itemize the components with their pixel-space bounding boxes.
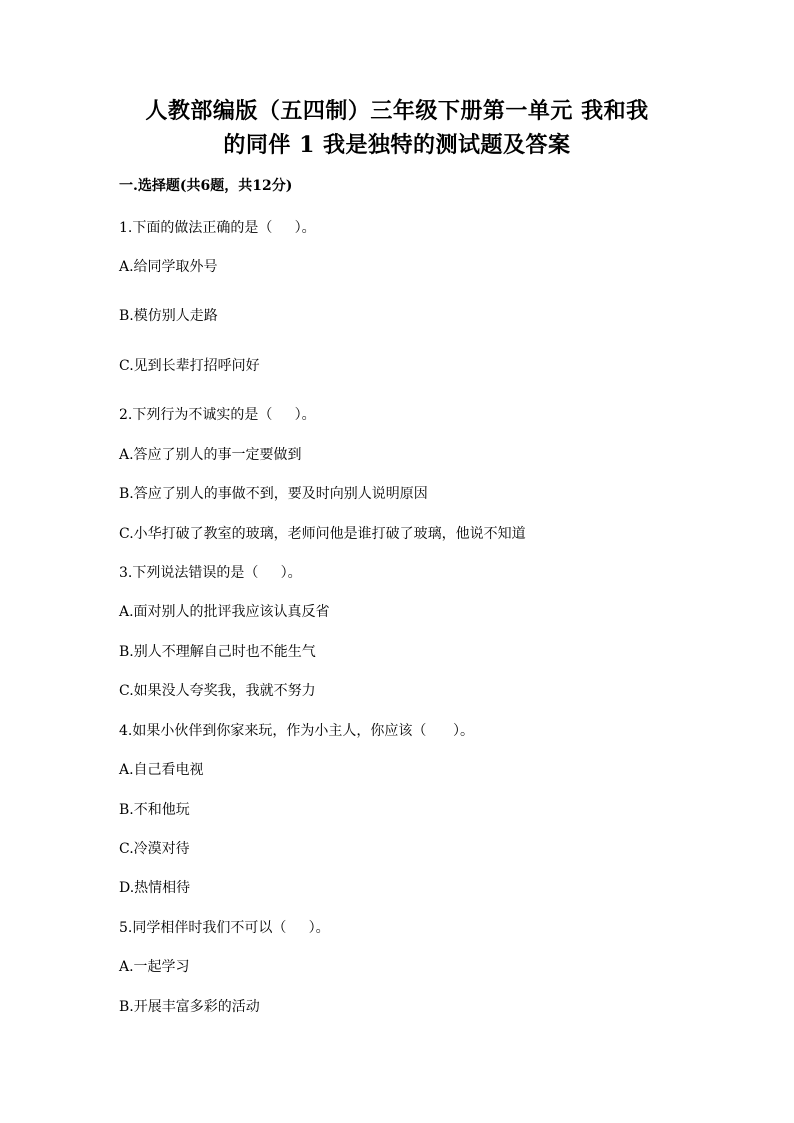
- question-stem: 2.下列行为不诚实的是（ ）。: [119, 407, 316, 423]
- question-stem: 1.下面的做法正确的是（ ）。: [119, 220, 316, 236]
- section-heading: 一.选择题(共6题，共12分): [119, 178, 293, 194]
- option-a: A.自己看电视: [119, 762, 204, 778]
- option-a: A.一起学习: [119, 959, 190, 975]
- question-stem: 4.如果小伙伴到你家来玩，作为小主人，你应该（ ）。: [119, 723, 475, 739]
- option-b: B.模仿别人走路: [119, 308, 218, 324]
- option-b: B.开展丰富多彩的活动: [119, 999, 260, 1015]
- option-d: D.热情相待: [119, 880, 191, 896]
- option-b: B.不和他玩: [119, 802, 190, 818]
- title-line-2: 的同伴 1 我是独特的测试题及答案: [223, 132, 571, 158]
- option-c: C.小华打破了教室的玻璃，老师问他是谁打破了玻璃，他说不知道: [119, 526, 526, 542]
- option-a: A.给同学取外号: [119, 259, 218, 275]
- option-c: C.见到长辈打招呼问好: [119, 358, 260, 374]
- option-b: B.答应了别人的事做不到，要及时向别人说明原因: [119, 486, 428, 502]
- question-stem: 3.下列说法错误的是（ ）。: [119, 565, 302, 581]
- option-c: C.冷漠对待: [119, 841, 190, 857]
- option-a: A.面对别人的批评我应该认真反省: [119, 604, 330, 620]
- option-a: A.答应了别人的事一定要做到: [119, 447, 302, 463]
- question-stem: 5.同学相伴时我们不可以（ ）。: [119, 920, 330, 936]
- title-line-1: 人教部编版（五四制）三年级下册第一单元 我和我: [145, 98, 649, 124]
- option-b: B.别人不理解自己时也不能生气: [119, 644, 316, 660]
- option-c: C.如果没人夸奖我，我就不努力: [119, 683, 316, 699]
